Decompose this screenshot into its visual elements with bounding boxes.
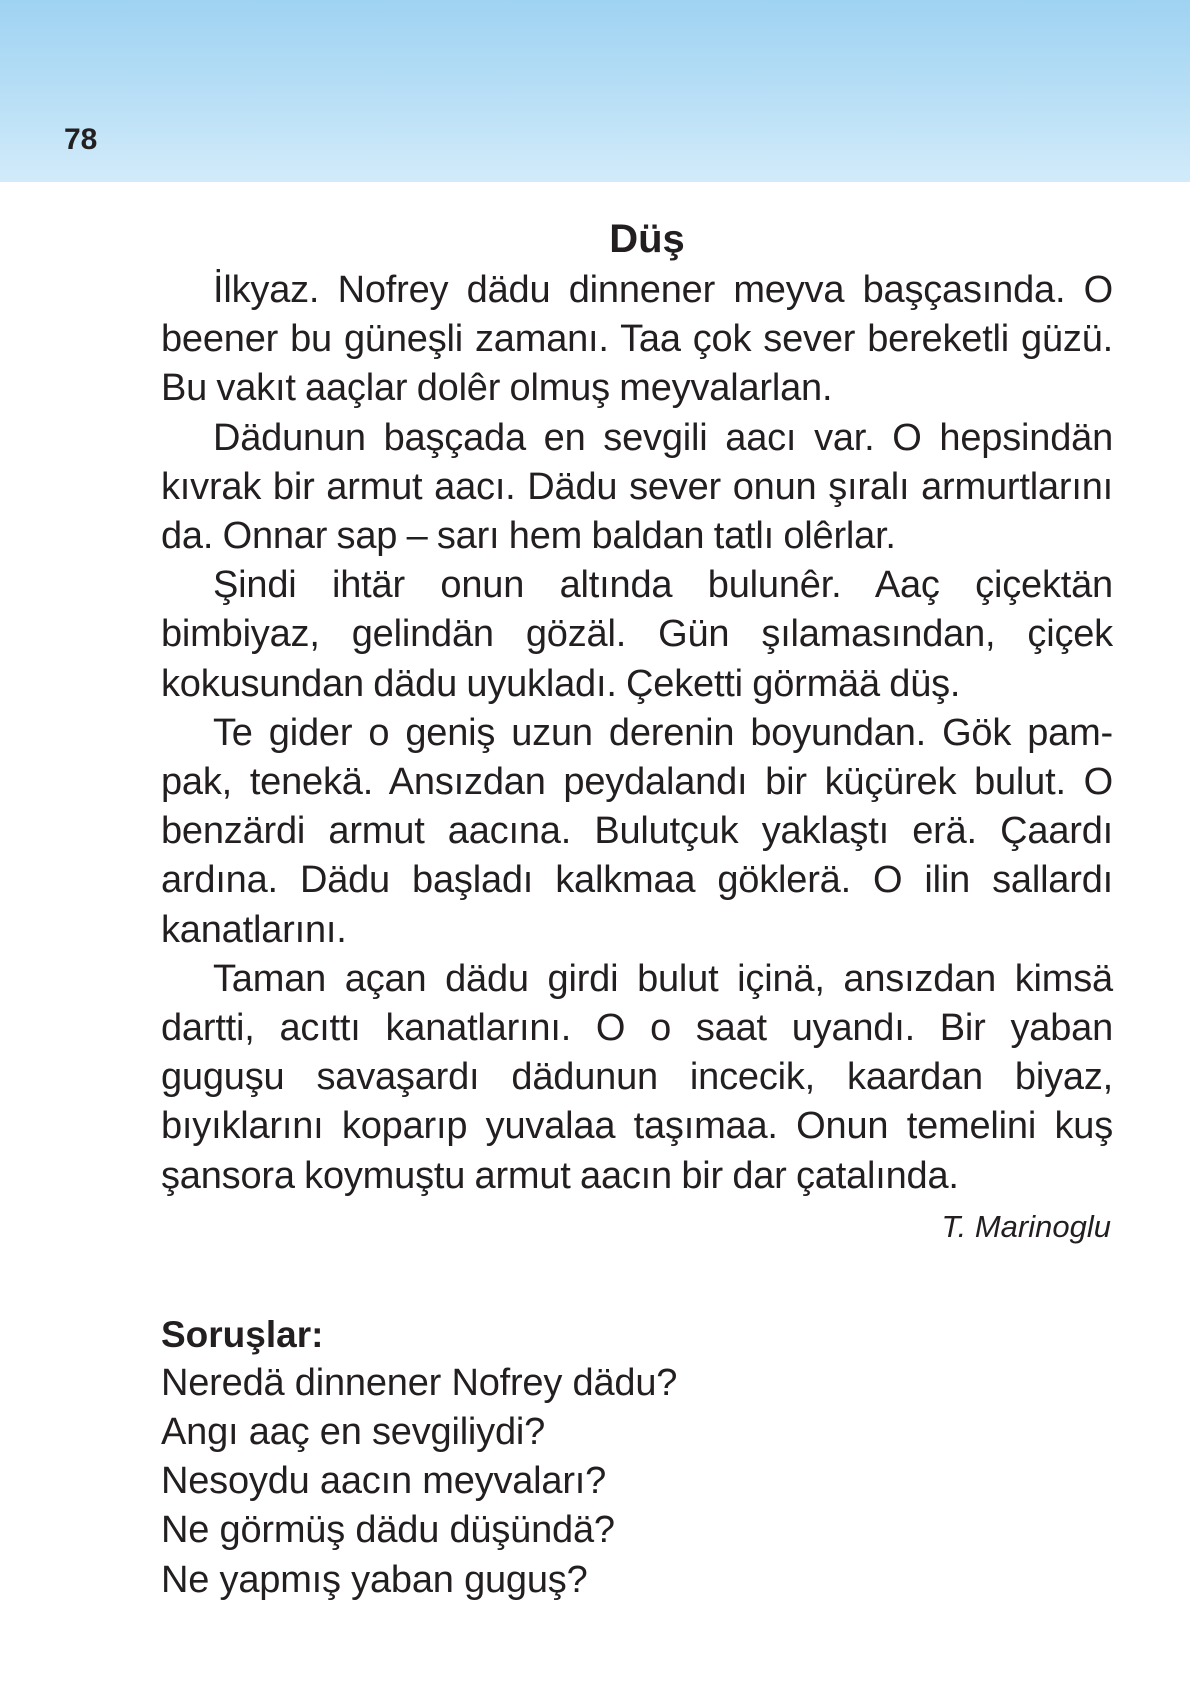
header-band <box>0 0 1190 182</box>
story-paragraph: İlkyaz. Nofrey dädu dinnener meyva başçasında. O beener bu güneşli zamanı. Taa çok sever bereketli güzü. Bu vakıt aaçlar dolêr olmuş meyvalarlan. <box>161 269 1113 410</box>
story-text <box>161 266 1113 1201</box>
story-paragraph: Te gider o geniş uzun derenin boyundan. Gök pam-pak, tenekä. Ansızdan peydalandı bir küçürek bulut. O benzärdi armut aacına. Bulutçuk yaklaştı erä. Çaardı ardına. Dädu başladı kalkmaa göklerä. O ilin sallardı kanatlarını. <box>161 711 1113 951</box>
questions-section <box>161 1311 1113 1605</box>
question-item: Angı aaç en sevgiliydi? <box>161 1411 546 1454</box>
story-paragraph: Şindi ihtär onun altında bulunêr. Aaç çiçektän bimbiyaz, gelindän gözäl. Gün şılamasından, çiçek kokusundan dädu uyukladı. Çeketti görmää düş. <box>161 564 1113 705</box>
questions-heading: Soruşlar: <box>161 1313 324 1355</box>
question-item: Ne yapmış yaban guguş? <box>161 1558 588 1601</box>
story-title: Düş <box>609 217 685 261</box>
story-paragraph: Taman açan dädu girdi bulut içinä, ansızdan kimsä dartti, acıttı kanatlarını. O o saat uyandı. Bir yaban guguşu savaşardı dädunun incecik, kaardan biyaz, bıyıklarını koparıp yuvalaa taşımaa. Onun temelini kuş şansora koymuştu armut aacın bir dar çatalında. <box>161 957 1113 1197</box>
story-paragraph: Dädunun başçada en sevgili aacı var. O hepsindän kıvrak bir armut aacı. Dädu sever onun şıralı armurtlarını da. Onnar sap – sarı hem baldan tatlı olêrlar. <box>161 416 1113 558</box>
question-item: Ne görmüş dädu düşündä? <box>161 1509 615 1552</box>
question-item: Neredä dinnener Nofrey dädu? <box>161 1361 678 1404</box>
page-content <box>161 212 1113 1605</box>
question-list <box>161 1359 1113 1605</box>
story-author: T. Marinoglu <box>941 1208 1111 1244</box>
question-item: Nesoydu aacın meyvaları? <box>161 1460 607 1503</box>
page-number: 78 <box>64 123 98 156</box>
